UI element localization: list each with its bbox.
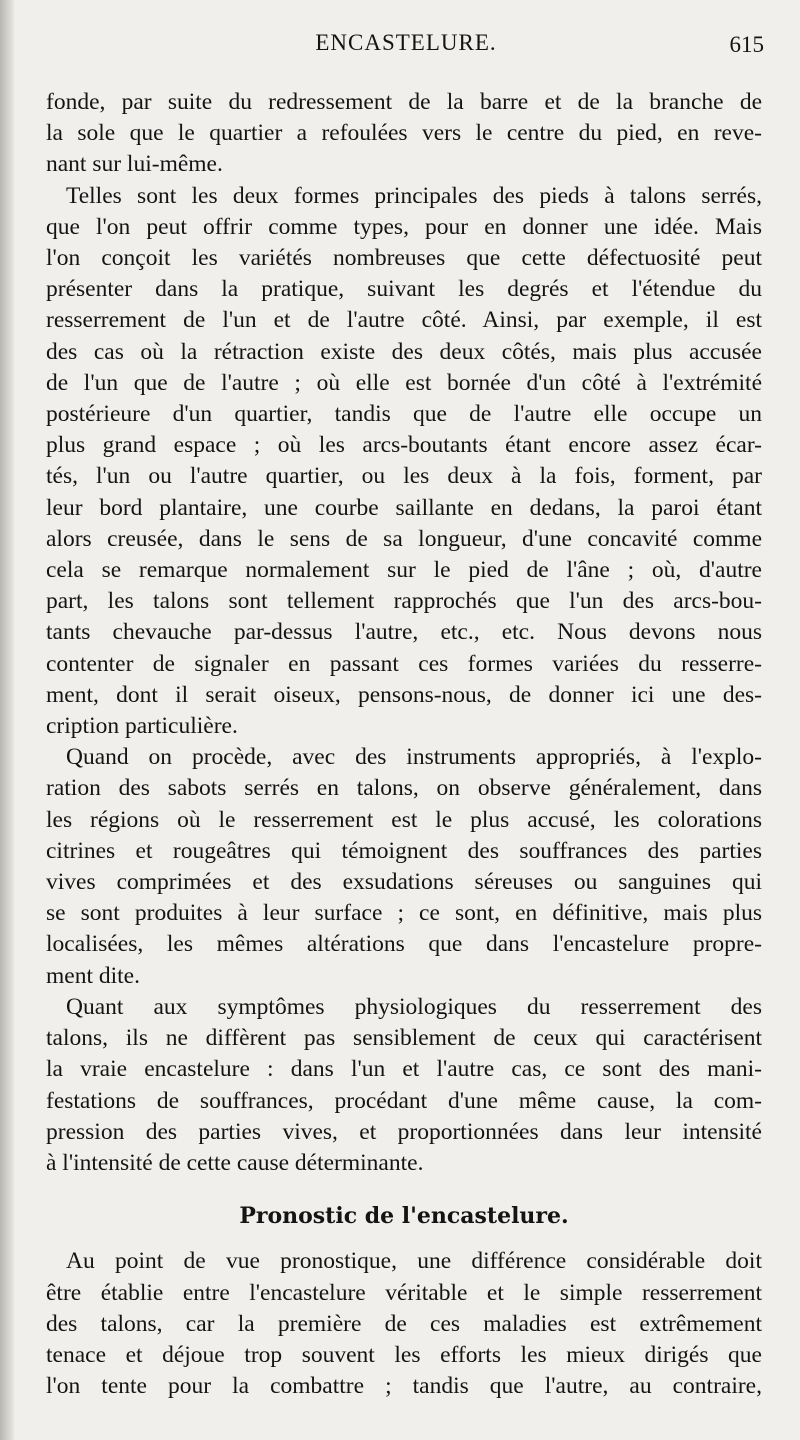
- text-line: des cas où la rétraction existe des deux côtés, mais plus accusée: [46, 338, 762, 365]
- text-line: citrines et rougeâtres qui témoignent des souffrances des parties: [46, 837, 762, 864]
- running-title: ENCASTELURE.: [315, 30, 497, 55]
- text-line: à l'intensité de cette cause déterminante.: [46, 1149, 424, 1176]
- text-line: Quant aux symptômes physiologiques du resserrement des: [66, 993, 762, 1020]
- text-line: ration des sabots serrés en talons, on observe généralement, dans: [46, 775, 762, 802]
- text-line: être établie entre l'encastelure véritable et le simple resserrement: [46, 1279, 762, 1306]
- text-line: la vraie encastelure : dans l'un et l'autre cas, ce sont des mani-: [46, 1056, 762, 1083]
- text-line: leur bord plantaire, une courbe saillante en dedans, la paroi étant: [46, 494, 762, 521]
- text-line: l'on conçoit les variétés nombreuses que cette défectuosité peut: [46, 245, 762, 272]
- paragraph-4: [46, 992, 762, 1179]
- text-line: postérieure d'un quartier, tandis que de l'autre elle occupe un: [46, 401, 762, 428]
- text-line: ment, dont il serait oiseux, pensons-nous, de donner ici une des-: [46, 681, 762, 708]
- text-line: festations de souffrances, procédant d'une même cause, la com-: [46, 1087, 762, 1114]
- text-line: se sont produites à leur surface ; ce sont, en définitive, mais plus: [46, 900, 762, 927]
- paragraph-3: [46, 742, 762, 992]
- paragraph-2: [46, 181, 762, 743]
- text-line: vives comprimées et des exsudations séreuses ou sanguines qui: [46, 869, 762, 896]
- text-line: Au point de vue pronostique, une différence considérable doit: [66, 1248, 762, 1275]
- text-line: présenter dans la pratique, suivant les degrés et l'étendue du: [46, 276, 762, 303]
- text-line: ment dite.: [46, 962, 140, 989]
- text-line: Quand on procède, avec des instruments appropriés, à l'explo-: [66, 744, 762, 771]
- page-number: 615: [729, 32, 764, 57]
- text-line: fonde, par suite du redressement de la barre et de la branche de: [46, 89, 762, 115]
- text-line: des talons, car la première de ces maladies est extrêmement: [46, 1310, 762, 1337]
- text-line: plus grand espace ; où les arcs-boutants étant encore assez écar-: [46, 432, 762, 459]
- text-line: l'on tente pour la combattre ; tandis que l'autre, au contraire,: [46, 1373, 762, 1400]
- text-line: part, les talons sont tellement rapprochés que l'un des arcs-bou-: [46, 588, 762, 615]
- text-line: tenace et déjoue trop souvent les efforts les mieux dirigés que: [46, 1341, 762, 1368]
- text-line: pression des parties vives, et proportionnées dans leur intensité: [46, 1118, 762, 1145]
- text-line: tés, l'un ou l'autre quartier, ou les deux à la fois, forment, par: [46, 463, 762, 490]
- text-line: Telles sont les deux formes principales des pieds à talons serrés,: [66, 182, 762, 209]
- text-line: tants chevauche par-dessus l'autre, etc., etc. Nous devons nous: [46, 619, 762, 646]
- text-line: la sole que le quartier a refoulées vers le centre du pied, en reve-: [46, 120, 762, 147]
- paragraph-1: [46, 87, 762, 181]
- text-line: alors creusée, dans le sens de sa longueur, d'une concavité comme: [46, 525, 762, 552]
- page-binding-edge: [0, 0, 14, 1440]
- text-line: cela se remarque normalement sur le pied de l'âne ; où, d'autre: [46, 557, 762, 584]
- text-line: localisées, les mêmes altérations que dans l'encastelure propre-: [46, 931, 762, 958]
- section-heading: Pronostic de l'encastelure.: [239, 1203, 569, 1230]
- text-line: les régions où le resserrement est le plus accusé, les colorations: [46, 806, 762, 833]
- page-header: [48, 30, 764, 70]
- text-line: contenter de signaler en passant ces formes variées du resserre-: [46, 650, 762, 677]
- text-line: nant sur lui-même.: [46, 151, 223, 178]
- text-line: resserrement de l'un et de l'autre côté. Ainsi, par exemple, il est: [46, 307, 762, 334]
- text-line: cription particulière.: [46, 713, 238, 740]
- paragraph-5: [46, 1246, 762, 1402]
- page-body: [46, 87, 762, 1402]
- text-line: de l'un que de l'autre ; où elle est bornée d'un côté à l'extrémité: [46, 369, 762, 396]
- text-line: que l'on peut offrir comme types, pour en donner une idée. Mais: [46, 213, 762, 240]
- text-line: talons, ils ne diffèrent pas sensiblement de ceux qui caractérisent: [46, 1025, 762, 1052]
